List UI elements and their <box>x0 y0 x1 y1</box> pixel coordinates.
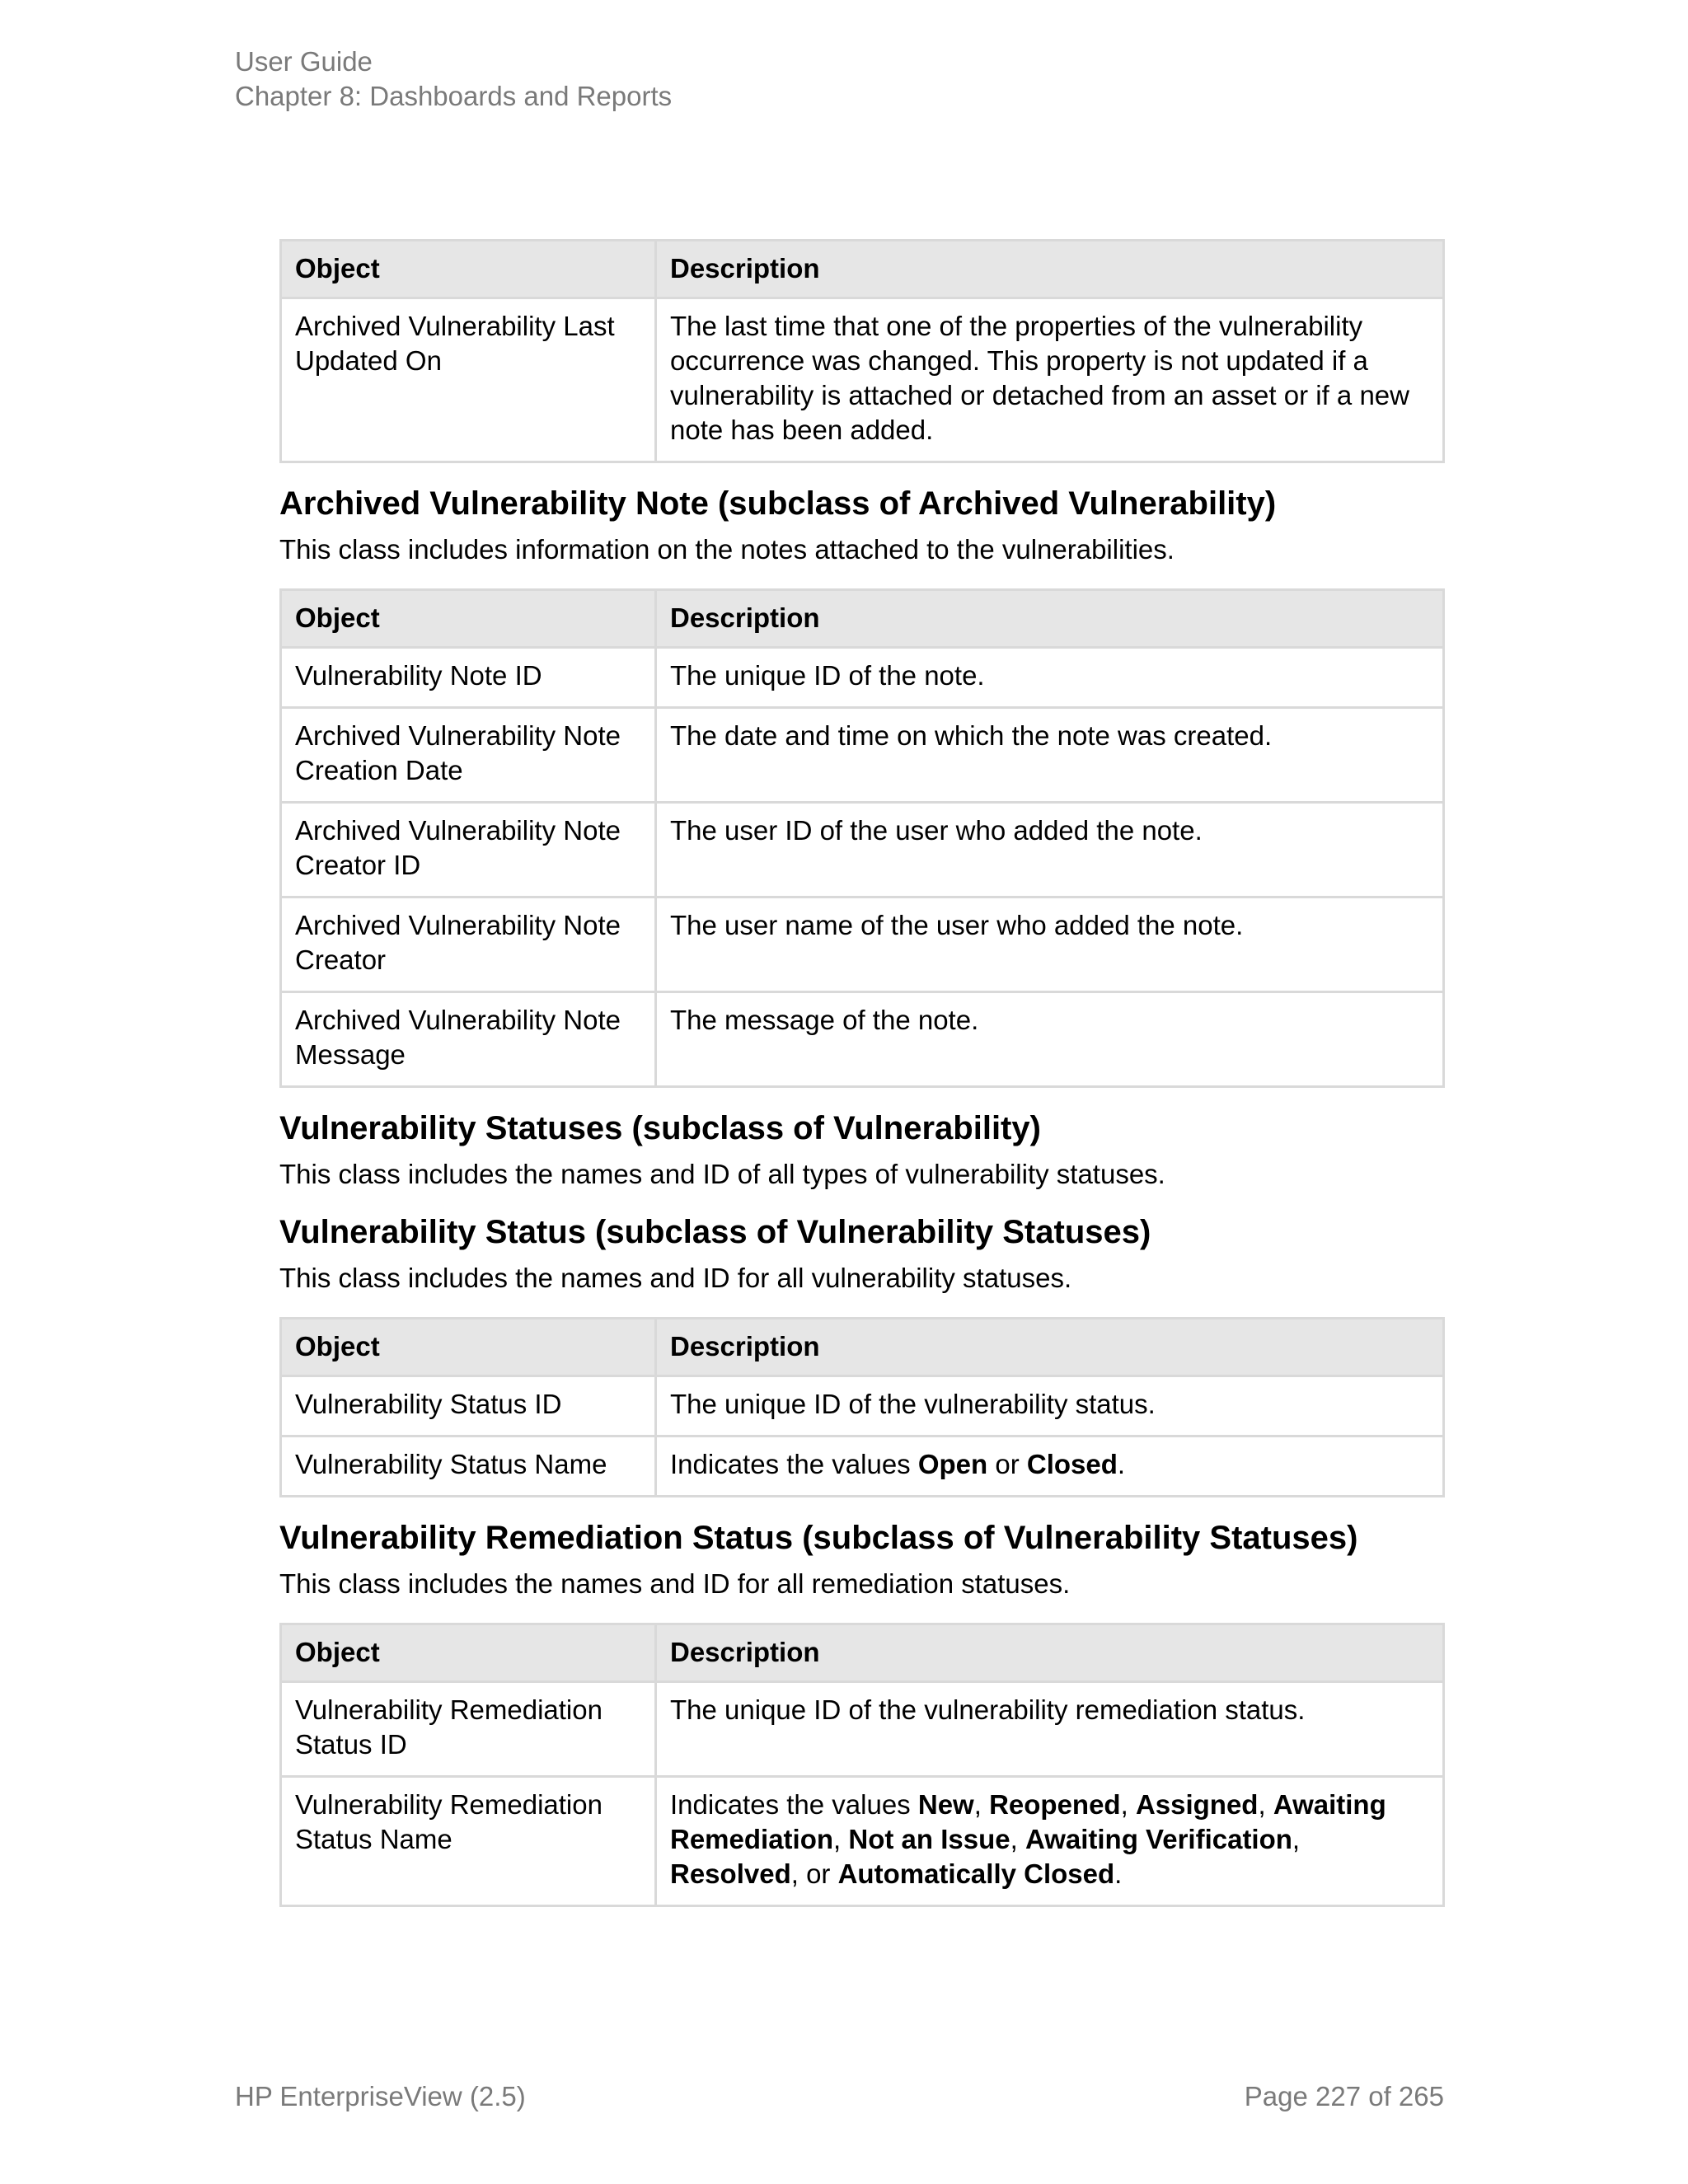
table-row <box>281 803 1444 898</box>
description-cell: The unique ID of the vulnerability status. <box>656 1376 1444 1436</box>
column-header-description: Description <box>656 241 1444 298</box>
column-header-description: Description <box>656 590 1444 648</box>
section-description: This class includes information on the notes attached to the vulnerabilities. <box>279 534 1175 565</box>
description-cell: The unique ID of the note. <box>656 648 1444 708</box>
page-content <box>279 239 1445 1907</box>
page-header <box>235 45 672 114</box>
bold-value: Awaiting Remediation <box>670 1789 1386 1854</box>
table-slot <box>279 1317 1445 1497</box>
column-header-object: Object <box>281 1624 656 1682</box>
object-cell: Vulnerability Note ID <box>281 648 656 708</box>
object-cell: Vulnerability Status Name <box>281 1436 656 1497</box>
text-run: , <box>1120 1789 1136 1820</box>
table-row <box>281 992 1444 1087</box>
text-run: , <box>973 1789 990 1820</box>
object-description-table <box>279 588 1445 1088</box>
section-description: This class includes the names and ID for all vulnerability statuses. <box>279 1263 1072 1293</box>
table-row <box>281 1682 1444 1777</box>
column-header-object: Object <box>281 590 656 648</box>
table-row <box>281 298 1444 462</box>
section-title: Archived Vulnerability Note (subclass of Archived Vulnerability) <box>279 485 1277 522</box>
object-cell: Archived Vulnerability Last Updated On <box>281 298 656 462</box>
bold-value: New <box>917 1789 974 1820</box>
section-title: Vulnerability Status (subclass of Vulnerability Statuses) <box>279 1214 1151 1250</box>
table-row <box>281 648 1444 708</box>
object-cell: Archived Vulnerability Note Message <box>281 992 656 1087</box>
bold-value: Awaiting Verification <box>1025 1824 1292 1854</box>
column-header-object: Object <box>281 1319 656 1376</box>
table-slot <box>279 588 1445 1088</box>
section-description: This class includes the names and ID of all types of vulnerability statuses. <box>279 1159 1165 1189</box>
table-row <box>281 1777 1444 1906</box>
header-guide-title: User Guide <box>235 46 373 77</box>
text-run: Indicates the values <box>670 1449 918 1479</box>
text-run: or <box>987 1449 1027 1479</box>
text-run: , <box>1010 1824 1025 1854</box>
description-cell: The unique ID of the vulnerability remediation status. <box>656 1682 1444 1777</box>
description-cell: The user ID of the user who added the note. <box>656 803 1444 898</box>
section-description: This class includes the names and ID for all remediation statuses. <box>279 1568 1071 1599</box>
text-run: . <box>1114 1858 1123 1889</box>
object-description-table <box>279 239 1445 463</box>
table-row <box>281 898 1444 992</box>
text-run: , <box>1292 1824 1301 1854</box>
text-run: , <box>833 1824 849 1854</box>
text-run: , or <box>790 1858 838 1889</box>
text-run: . <box>1117 1449 1126 1479</box>
bold-value: Resolved <box>670 1858 791 1889</box>
table-row <box>281 708 1444 803</box>
bold-value: Assigned <box>1135 1789 1259 1820</box>
column-header-description: Description <box>656 1624 1444 1682</box>
bold-value: Automatically Closed <box>837 1858 1115 1889</box>
object-cell: Archived Vulnerability Note Creator ID <box>281 803 656 898</box>
table-header-row <box>281 1624 1444 1682</box>
object-cell: Vulnerability Remediation Status Name <box>281 1777 656 1906</box>
object-cell: Archived Vulnerability Note Creator <box>281 898 656 992</box>
table-row <box>281 1436 1444 1497</box>
bold-value: Reopened <box>989 1789 1121 1820</box>
text-run: Indicates the values <box>670 1789 918 1820</box>
table-slot <box>279 1623 1445 1907</box>
header-chapter-title: Chapter 8: Dashboards and Reports <box>235 81 673 111</box>
column-header-description: Description <box>656 1319 1444 1376</box>
table-header-row <box>281 1319 1444 1376</box>
bold-value: Closed <box>1026 1449 1118 1479</box>
object-cell: Archived Vulnerability Note Creation Date <box>281 708 656 803</box>
bold-value: Open <box>917 1449 988 1479</box>
description-cell: The last time that one of the properties of the vulnerability occurrence was changed. This property is not updated if a vulnerability is attached or detached from an asset or if a new note has been added. <box>656 298 1444 462</box>
footer-page-number: Page 227 of 265 <box>1244 2081 1444 2111</box>
text-run: , <box>1258 1789 1273 1820</box>
bold-value: Not an Issue <box>848 1824 1010 1854</box>
description-cell <box>656 1777 1444 1906</box>
object-cell: Vulnerability Status ID <box>281 1376 656 1436</box>
section-title: Vulnerability Statuses (subclass of Vulnerability) <box>279 1110 1041 1146</box>
footer-product: HP EnterpriseView (2.5) <box>235 2081 526 2111</box>
description-cell: The date and time on which the note was created. <box>656 708 1444 803</box>
object-description-table <box>279 1317 1445 1497</box>
description-cell: The message of the note. <box>656 992 1444 1087</box>
section-title: Vulnerability Remediation Status (subclass of Vulnerability Statuses) <box>279 1520 1358 1556</box>
table-slot <box>279 239 1445 463</box>
description-cell <box>656 1436 1444 1497</box>
table-row <box>281 1376 1444 1436</box>
description-cell: The user name of the user who added the note. <box>656 898 1444 992</box>
table-header-row <box>281 241 1444 298</box>
object-description-table <box>279 1623 1445 1907</box>
table-header-row <box>281 590 1444 648</box>
column-header-object: Object <box>281 241 656 298</box>
object-cell: Vulnerability Remediation Status ID <box>281 1682 656 1777</box>
